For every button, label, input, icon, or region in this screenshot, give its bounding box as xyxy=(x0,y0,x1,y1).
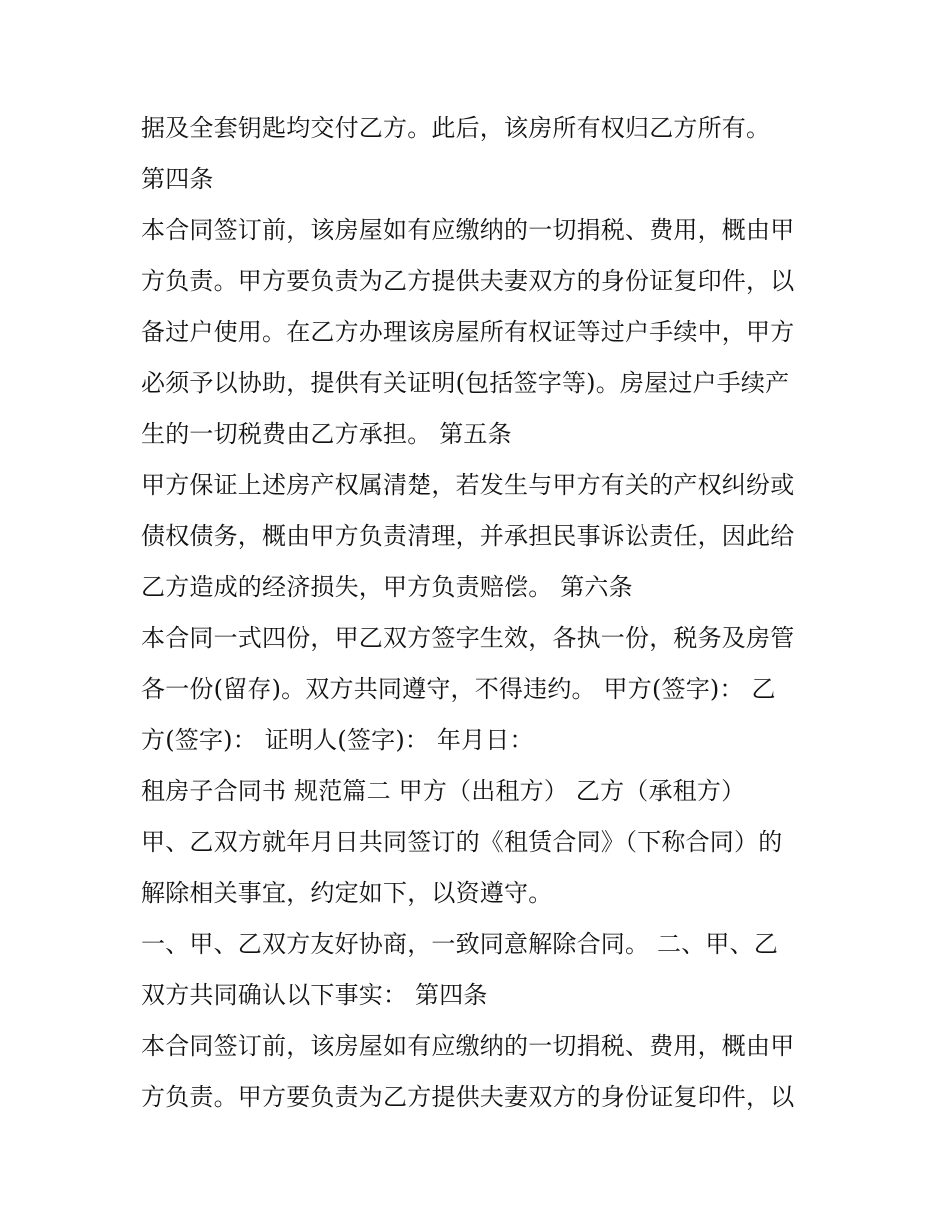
document-line-5: 备过户使用。在乙方办理该房屋所有权证等过户手续中，甲方 xyxy=(141,318,795,346)
document-line-8: 甲方保证上述房产权属清楚，若发生与甲方有关的产权纠纷或 xyxy=(141,471,795,499)
document-line-11: 本合同一式四份，甲乙双方签字生效，各执一份，税务及房管 xyxy=(141,624,795,652)
document-line-9: 债权债务，概由甲方负责清理，并承担民事诉讼责任，因此给 xyxy=(141,522,795,550)
contract-text xyxy=(141,103,821,1123)
document-line-16: 解除相关事宜，约定如下，以资遵守。 xyxy=(141,879,553,907)
document-line-13: 方(签字)： 证明人(签字)： 年月日： xyxy=(141,726,534,754)
document-line-17: 一、甲、乙双方友好协商，一致同意解除合同。 二、甲、乙 xyxy=(141,930,779,958)
document-line-14: 租房子合同书 规范篇二 甲方（出租方） 乙方（承租方） xyxy=(141,777,746,805)
document-line-12: 各一份(留存)。双方共同遵守，不得违约。 甲方(签字)： 乙 xyxy=(141,675,776,703)
document-line-10: 乙方造成的经济损失，甲方负责赔偿。 第六条 xyxy=(141,573,633,601)
document-line-19: 本合同签订前，该房屋如有应缴纳的一切捐税、费用，概由甲 xyxy=(141,1032,795,1060)
document-line-1: 据及全套钥匙均交付乙方。此后，该房所有权归乙方所有。 xyxy=(141,114,771,142)
document-line-18: 双方共同确认以下事实： 第四条 xyxy=(141,981,488,1009)
document-line-2: 第四条 xyxy=(141,165,214,193)
document-line-20: 方负责。甲方要负责为乙方提供夫妻双方的身份证复印件，以 xyxy=(141,1083,795,1111)
document-line-6: 必须予以协助，提供有关证明(包括签字等)。房屋过户手续产 xyxy=(141,369,790,397)
document-line-4: 方负责。甲方要负责为乙方提供夫妻双方的身份证复印件，以 xyxy=(141,267,795,295)
document-line-3: 本合同签订前，该房屋如有应缴纳的一切捐税、费用，概由甲 xyxy=(141,216,795,244)
document-line-15: 甲、乙双方就年月日共同签订的《租赁合同》（下称合同）的 xyxy=(141,828,783,856)
document-line-7: 生的一切税费由乙方承担。 第五条 xyxy=(141,420,512,448)
